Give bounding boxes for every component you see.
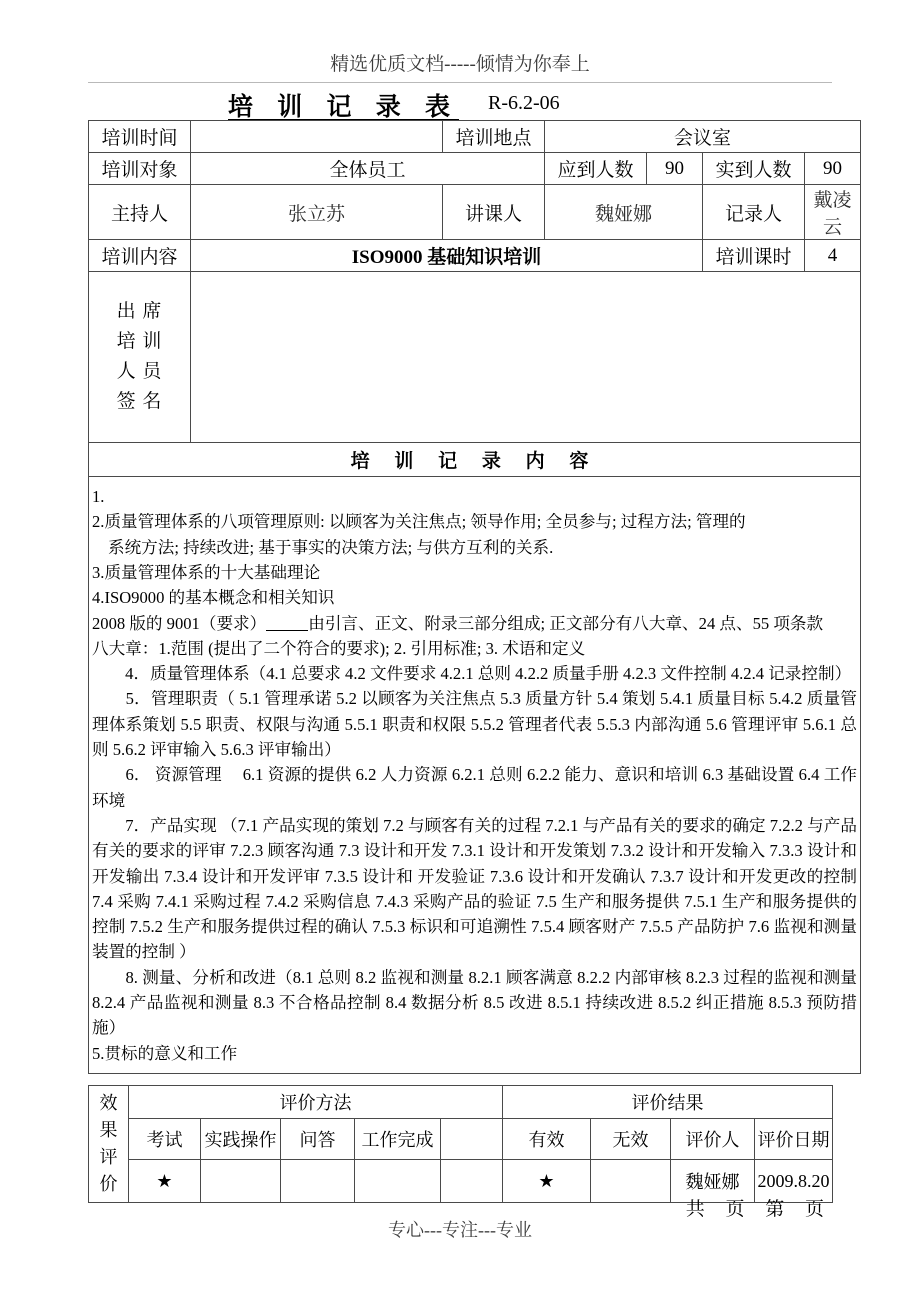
value-training-content[interactable]: ISO9000 基础知识培训: [191, 240, 703, 272]
label-expected-count: 应到人数: [545, 153, 647, 185]
value-attendance-signatures[interactable]: [191, 272, 861, 443]
title-row: [88, 86, 832, 120]
value-result-valid[interactable]: ★: [503, 1160, 591, 1203]
record-text-block: [92, 484, 857, 1066]
record-content-body[interactable]: [89, 477, 861, 1074]
record-line-4: 4.ISO9000 的基本概念和相关知识: [92, 588, 335, 608]
header-method-practice: 实践操作: [201, 1119, 281, 1160]
fill-in-blank[interactable]: [266, 630, 308, 631]
record-content-heading: 培 训 记 录 内 容: [89, 443, 861, 477]
value-training-hours[interactable]: 4: [805, 240, 861, 272]
record-line-clause-6: 6． 资源管理 6.1 资源的提供 6.2 人力资源 6.2.1 总则 6.2.2 能力、意识和培训 6.3 基础设置 6.4 工作环境: [92, 765, 858, 810]
attendance-label-line-4: 签 名: [116, 391, 163, 412]
header-method-work: 工作完成: [355, 1119, 441, 1160]
record-line-clause-8: 8. 测量、分析和改进（8.1 总则 8.2 监视和测量 8.2.1 顾客满意 8.2.2 内部审核 8.2.3 过程的监视和测量 8.2.4 产品监视和测量 8.3 不合格品控制 8.4 数据分析 8.5 改进 8.5.1 持续改进 8.5.2 纠正措施 8.5.3 预防措施）: [92, 967, 858, 1038]
header-method-other: [441, 1119, 503, 1160]
record-line-2-part2: 系统方法; 持续改进; 基于事实的决策方法; 与供方互利的关系.: [108, 537, 554, 557]
record-line-5: 5.贯标的意义和工作: [92, 1043, 238, 1063]
table-row-time: [89, 121, 861, 153]
label-host: 主持人: [89, 185, 191, 240]
evaluation-result-group-header: 评价结果: [503, 1086, 833, 1119]
attendance-label-line-3: 人 员: [116, 361, 163, 382]
value-lecturer[interactable]: 魏娅娜: [545, 185, 703, 240]
table-row-target: [89, 153, 861, 185]
value-training-time[interactable]: [191, 121, 443, 153]
value-recorder[interactable]: 戴凌云: [805, 185, 861, 240]
value-host[interactable]: 张立苏: [191, 185, 443, 240]
value-training-target[interactable]: 全体员工: [191, 153, 545, 185]
record-line-2008-pre: 2008 版的 9001（要求）: [92, 613, 267, 633]
header-result-valid: 有效: [503, 1119, 591, 1160]
record-line-2: [92, 509, 857, 560]
label-training-place: 培训地点: [443, 121, 545, 153]
label-recorder: 记录人: [703, 185, 805, 240]
evaluation-header-row: [89, 1119, 833, 1160]
value-expected-count[interactable]: 90: [647, 153, 703, 185]
label-attendance-signatures: [89, 272, 191, 443]
header-result-date: 评价日期: [755, 1119, 833, 1160]
header-method-qa: 问答: [281, 1119, 355, 1160]
value-result-evaluator[interactable]: 魏娅娜: [671, 1160, 755, 1203]
record-line-chapters: 八大章：1.范围 (提出了二个符合的要求); 2. 引用标准; 3. 术语和定义: [92, 638, 586, 658]
value-training-place[interactable]: 会议室: [545, 121, 861, 153]
attendance-label-line-2: 培 训: [116, 331, 163, 352]
training-info-table: [88, 120, 861, 1074]
record-line-2008: [92, 611, 857, 636]
label-training-hours: 培训课时: [703, 240, 805, 272]
record-line-3: 3.质量管理体系的十大基础理论: [92, 562, 321, 582]
record-line-1: 1.: [92, 487, 105, 507]
evaluation-method-group-header: 评价方法: [129, 1086, 503, 1119]
side-label-char-1: 效: [99, 1093, 118, 1113]
header-method-exam: 考试: [129, 1119, 201, 1160]
value-result-date[interactable]: 2009.8.20: [755, 1160, 833, 1203]
record-line-clause-7: 7．产品实现 （7.1 产品实现的策划 7.2 与顾客有关的过程 7.2.1 与产品有关的要求的确定 7.2.2 与产品有关的要求的评审 7.2.3 顾客沟通 7.3 设计和开发 7.3.1 设计和开发策划 7.3.2 设计和开发输入 7.3.3 设计和开发输出 7.3.4 设计和开发评审 7.3.5 设计和 开发验证 7.3.6 设计和开发确认 7.3.7 设计和开发更改的控制 7.4 采购 7.4.1 采购过程 7.4.2 采购信息 7.4.3 采购产品的验证 7.5 生产和服务提供 7.5.1 生产和服务提供的控制 7.5.2 生产和服务提供过程的确认 7.5.3 标识和可追溯性 7.5.4 顾客财产 7.5.5 产品防护 7.6 监视和测量装置的控制 ）: [92, 815, 858, 962]
table-row-record-heading: [89, 443, 861, 477]
label-lecturer: 讲课人: [443, 185, 545, 240]
evaluation-side-label: [89, 1086, 129, 1203]
table-row-attendance: [89, 272, 861, 443]
side-label-char-3: 评: [99, 1147, 118, 1167]
side-label-char-2: 果: [99, 1120, 118, 1140]
record-line-2-part1: 2.质量管理体系的八项管理原则: 以顾客为关注焦点; 领导作用; 全员参与; 过程方法; 管理的: [92, 512, 746, 532]
evaluation-group-row: [89, 1086, 833, 1119]
footer-slogan: 专心---专注---专业: [388, 1220, 532, 1240]
header-result-invalid: 无效: [591, 1119, 671, 1160]
label-training-time: 培训时间: [89, 121, 191, 153]
page-title: 培 训 记 录 表: [228, 94, 460, 121]
record-line-clause-5: 5．管理职责（ 5.1 管理承诺 5.2 以顾客为关注焦点 5.3 质量方针 5.4 策划 5.4.1 质量目标 5.4.2 质量管理体系策划 5.5 职责、权限与沟通 5.5.1 职责和权限 5.5.2 管理者代表 5.5.3 内部沟通 5.6 管理评审 5.6.1 总则 5.6.2 评审输入 5.6.3 评审输出）: [92, 689, 858, 760]
side-label-char-4: 价: [99, 1174, 118, 1194]
label-training-target: 培训对象: [89, 153, 191, 185]
header-banner: 精选优质文档-----倾情为你奉上: [330, 54, 590, 75]
record-line-2008-post: 由引言、正文、附录三部分组成; 正文部分有八大章、24 点、55 项条款: [308, 613, 824, 633]
table-row-people: [89, 185, 861, 240]
label-actual-count: 实到人数: [703, 153, 805, 185]
header-result-evaluator: 评价人: [671, 1119, 755, 1160]
page-count: 共 页 第 页: [685, 1199, 832, 1220]
label-training-content: 培训内容: [89, 240, 191, 272]
table-row-content: [89, 240, 861, 272]
record-line-clause-4: 4．质量管理体系（4.1 总要求 4.2 文件要求 4.2.1 总则 4.2.2 质量手册 4.2.3 文件控制 4.2.4 记录控制）: [92, 664, 852, 684]
value-method-exam[interactable]: ★: [129, 1160, 201, 1203]
table-row-record-body: [89, 477, 861, 1074]
header-divider: [88, 82, 832, 83]
value-actual-count[interactable]: 90: [805, 153, 861, 185]
evaluation-table: [88, 1085, 833, 1203]
document-code: R-6.2-06: [488, 92, 560, 114]
attendance-label-line-1: 出 席: [116, 301, 163, 322]
